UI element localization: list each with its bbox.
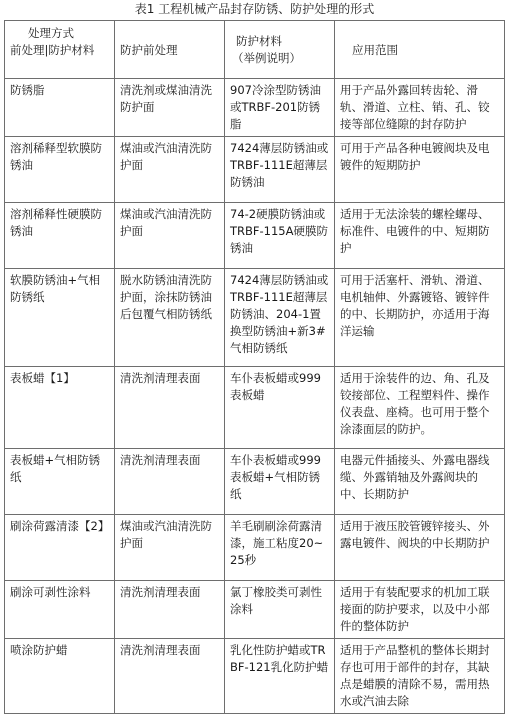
scope-cell: 电器元件插接头、外露电器线缆、外露销轴及外露阀块的中、长期防护 bbox=[335, 449, 505, 515]
material-cell: 羊毛刷刷涂荷露清漆，施工粘度20~25秒 bbox=[225, 515, 335, 581]
scope-cell: 可用于活塞杆、滑轨、滑道、电机轴伸、外露镀铬、镀锌件的中、长期防护，亦适用于海洋运输 bbox=[335, 269, 505, 367]
table-row bbox=[5, 203, 505, 269]
header-material-note: （举例说明） bbox=[232, 51, 301, 65]
material-cell: 74-2硬膜防锈油或TRBF-115A硬膜防锈油 bbox=[225, 203, 335, 269]
table-caption: 表1 工程机械产品封存防锈、防护处理的形式 bbox=[134, 2, 375, 16]
table-row bbox=[5, 449, 505, 515]
pretreat-cell: 清洗剂清理表面 bbox=[115, 367, 225, 449]
method-cell: 刷涂可剥性涂料 bbox=[5, 581, 115, 639]
material-cell: 907冷涂型防锈油或TRBF-201防锈脂 bbox=[225, 79, 335, 137]
scope-cell: 可用于产品各种电镀阀块及电镀件的短期防护 bbox=[335, 137, 505, 203]
method-cell: 防锈脂 bbox=[5, 79, 115, 137]
material-cell: 乳化性防护蜡或TRBF-121乳化防护蜡 bbox=[225, 639, 335, 714]
pretreat-cell: 清洗剂清理表面 bbox=[115, 581, 225, 639]
header-material-label: 防护材料 bbox=[236, 34, 282, 48]
method-cell: 表板蜡【1】 bbox=[5, 367, 115, 449]
scope-cell: 用于产品外露回转齿轮、滑轨、滑道、立柱、销、孔、铰接等部位缝隙的封存防护 bbox=[335, 79, 505, 137]
method-cell: 溶剂稀释型软膜防锈油 bbox=[5, 137, 115, 203]
pretreat-cell: 煤油或汽油清洗防护面 bbox=[115, 203, 225, 269]
pretreat-cell: 清洗剂清理表面 bbox=[115, 639, 225, 714]
method-cell: 喷涂防护蜡 bbox=[5, 639, 115, 714]
method-cell: 表板蜡+气相防锈纸 bbox=[5, 449, 115, 515]
header-method-cell bbox=[5, 21, 115, 79]
scope-cell: 适用于涂装件的边、角、孔及铰接部位、工程塑料件、操作仪表盘、座椅。也可用于整个涂漆面层的防护。 bbox=[335, 367, 505, 449]
material-cell: 7424薄层防锈油或TRBF-111E超薄层防锈油、204-1置换型防锈油+新3#气相防锈纸 bbox=[225, 269, 335, 367]
header-pretreat-material-label: 前处理|防护材料 bbox=[10, 43, 95, 57]
header-scope-cell bbox=[335, 21, 505, 79]
scope-cell: 适用于液压胶管镀锌接头、外露电镀件、阀块的中长期防护 bbox=[335, 515, 505, 581]
method-cell: 软膜防锈油+气相防锈纸 bbox=[5, 269, 115, 367]
table-row bbox=[5, 269, 505, 367]
header-scope-label: 应用范围 bbox=[352, 42, 398, 57]
table-row bbox=[5, 581, 505, 639]
pretreat-cell: 脱水防锈油清洗防护面，涂抹防锈油后包覆气相防锈纸 bbox=[115, 269, 225, 367]
header-method-label: 处理方式 bbox=[28, 26, 74, 40]
pretreat-cell: 清洗剂清理表面 bbox=[115, 449, 225, 515]
method-cell: 溶剂稀释性硬膜防锈油 bbox=[5, 203, 115, 269]
pretreat-cell: 煤油或汽油清洗防护面 bbox=[115, 137, 225, 203]
material-cell: 车仆表板蜡或999表板蜡+气相防锈纸 bbox=[225, 449, 335, 515]
material-cell: 7424薄层防锈油或TRBF-111E超薄层防锈油 bbox=[225, 137, 335, 203]
protection-methods-table bbox=[4, 20, 505, 714]
scope-cell: 适用于产品整机的整体长期封存也可用于部件的封存，其缺点是蜡膜的清除不易，需用热水或汽油去除 bbox=[335, 639, 505, 714]
table-row bbox=[5, 367, 505, 449]
scope-cell: 适用于有装配要求的机加工联接面的防护要求，以及中小部件的整体防护 bbox=[335, 581, 505, 639]
table-row bbox=[5, 137, 505, 203]
pretreat-cell: 清洗剂或煤油清洗防护面 bbox=[115, 79, 225, 137]
scope-cell: 适用于无法涂装的螺栓螺母、标准件、电镀件的中、短期防护 bbox=[335, 203, 505, 269]
header-pretreat-label: 防护前处理 bbox=[120, 42, 178, 57]
pretreat-cell: 煤油或汽油清洗防护面 bbox=[115, 515, 225, 581]
header-material-cell bbox=[225, 21, 335, 79]
method-cell: 刷涂荷露清漆【2】 bbox=[5, 515, 115, 581]
material-cell: 氯丁橡胶类可剥性涂料 bbox=[225, 581, 335, 639]
table-row bbox=[5, 515, 505, 581]
table-row bbox=[5, 639, 505, 714]
table-row bbox=[5, 79, 505, 137]
header-pretreat-cell bbox=[115, 21, 225, 79]
material-cell: 车仆表板蜡或999表板蜡 bbox=[225, 367, 335, 449]
header-row bbox=[5, 21, 505, 79]
